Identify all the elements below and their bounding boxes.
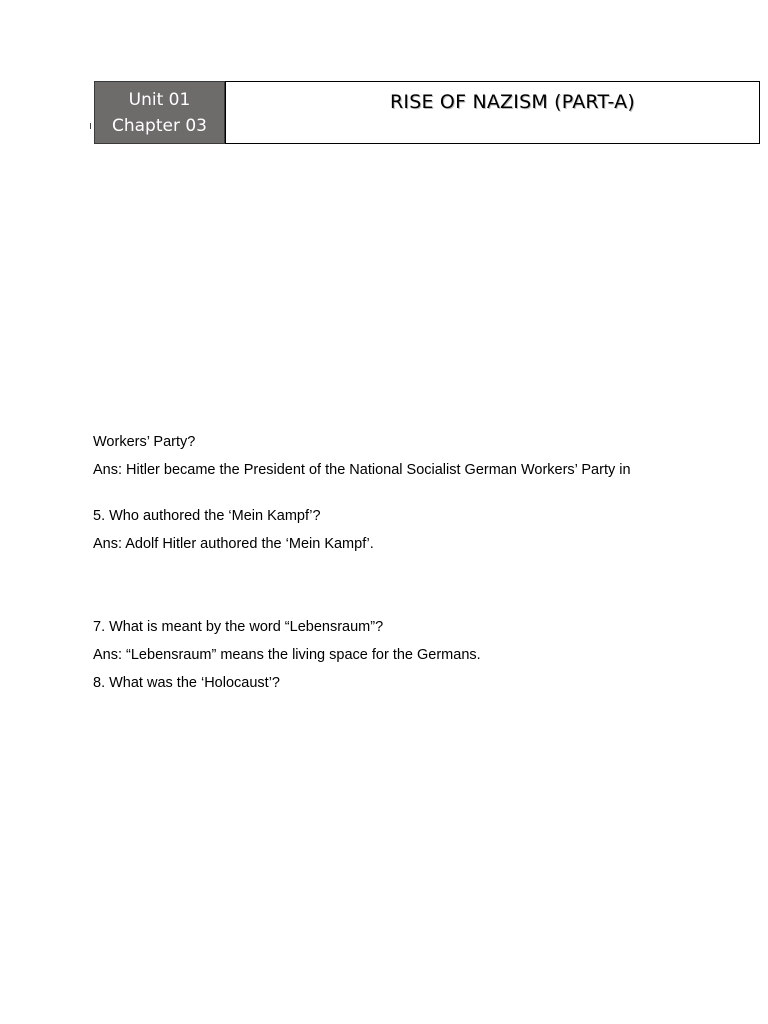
chapter-header — [94, 81, 760, 144]
question-7: 7. What is meant by the word “Lebensraum”? — [93, 619, 384, 635]
question-5: 5. Who authored the ‘Mein Kampf’? — [93, 508, 321, 524]
unit-label: Unit 01 — [128, 89, 191, 110]
answer-4: Ans: Hitler became the President of the National Socialist German Workers’ Party in — [93, 462, 631, 478]
unit-chapter-badge — [94, 81, 225, 144]
answer-5: Ans: Adolf Hitler authored the ‘Mein Kampf’. — [93, 536, 374, 552]
question-8: 8. What was the ‘Holocaust’? — [93, 675, 280, 691]
stray-mark — [90, 123, 94, 129]
question-continuation: Workers’ Party? — [93, 434, 196, 450]
chapter-label: Chapter 03 — [111, 115, 207, 136]
title-box — [225, 81, 760, 144]
chapter-title: RISE OF NAZISM (PART-A) — [390, 91, 635, 113]
answer-7: Ans: “Lebensraum” means the living space for the Germans. — [93, 647, 481, 663]
